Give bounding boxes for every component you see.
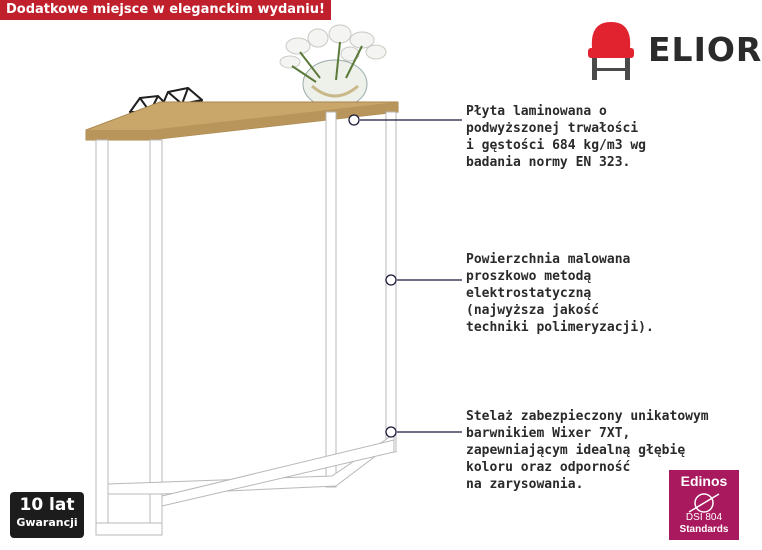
- callout-line: koloru oraz odporność: [466, 460, 631, 475]
- table-frame: [96, 112, 396, 535]
- callout-line: proszkowo metodą: [466, 269, 592, 284]
- warranty-badge: [10, 492, 84, 538]
- brand-name: ELIOR: [648, 30, 762, 69]
- certificate-standards: Standards: [679, 524, 729, 535]
- callout-line: elektrostatyczną: [466, 286, 592, 301]
- callout-lines: [349, 115, 462, 437]
- callout-line: (najwyższa jakość: [466, 303, 600, 318]
- callout-line: i gęstości 684 kg/m3 wg: [466, 138, 647, 153]
- callout-line: zapewniającym idealną głębię: [466, 443, 686, 458]
- flower-vase: [280, 25, 386, 108]
- warranty-label: Gwarancji: [16, 516, 78, 529]
- callout-line: techniki polimeryzacji).: [466, 320, 654, 335]
- certificate-seal-icon: [687, 492, 721, 514]
- certificate-name: Edinos: [680, 473, 728, 489]
- callout-line: na zarysowania.: [466, 477, 584, 492]
- edinos-certificate-badge: [669, 470, 739, 540]
- certificate-code-left: DSI: [685, 512, 703, 523]
- warranty-years: 10 lat: [19, 495, 75, 515]
- callout-line: badania normy EN 323.: [466, 155, 631, 170]
- callout-laminate-board: [466, 103, 746, 171]
- certificate-code-right: 804: [705, 512, 723, 523]
- callout-line: Płyta laminowana o: [466, 104, 607, 119]
- callout-line: podwyższonej trwałości: [466, 121, 639, 136]
- promo-headline: Dodatkowe miejsce w eleganckim wydaniu!: [0, 0, 331, 20]
- callout-line: barwnikiem Wixer 7XT,: [466, 426, 631, 441]
- callout-powder-coating: [466, 251, 746, 336]
- callout-line: Stelaż zabezpieczony unikatowym: [466, 409, 709, 424]
- callout-line: Powierzchnia malowana: [466, 252, 631, 267]
